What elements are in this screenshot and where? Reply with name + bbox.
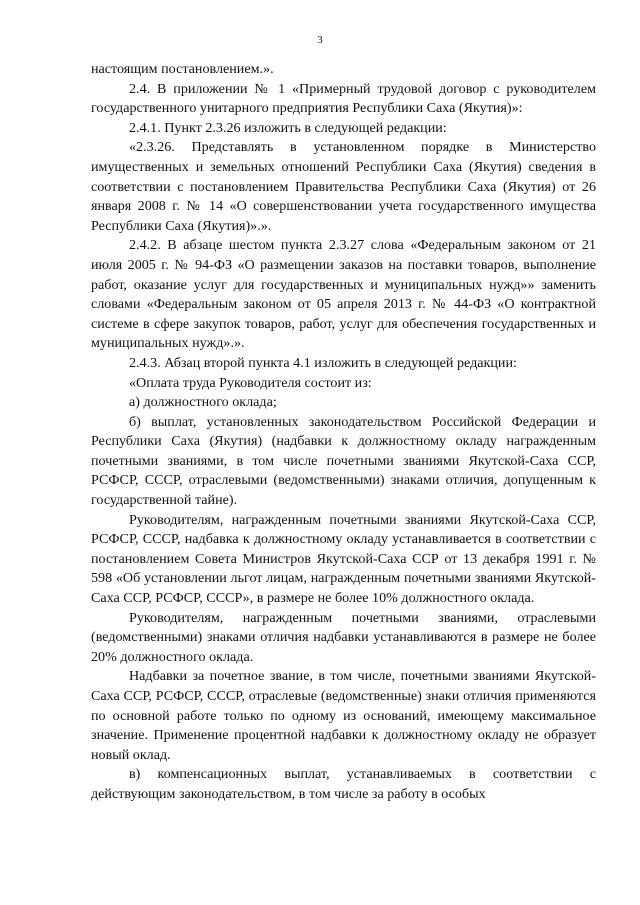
page-number: 3 xyxy=(317,34,323,46)
paragraph: 2.4.1. Пункт 2.3.26 изложить в следующей редакции: xyxy=(129,119,447,136)
paragraph: а) должностного оклада; xyxy=(129,394,277,411)
paragraph: в) компенсационных выплат, устанавливаемых в соответствии с действующим законодательством, в том числе за работу в особых xyxy=(91,766,596,802)
paragraph: Руководителям, награжденным почетными званиями Якутской-Саха ССР, РСФСР, СССР, надбавка к должностному окладу устанавливается в соответствии с постановлением Совета Министров Якутской-Саха ССР от 13 декабря 1991 г. № 598 «Об установлении льгот лицам, награжденным почетными званиями Якутской-Саха ССР, РСФСР, СССР», в размере не более 10% должностного оклада. xyxy=(91,511,596,607)
paragraph: Руководителям, награжденным почетными званиями, отраслевыми (ведомственными) знаками отличия надбавки устанавливаются в размере не более 20% должностного оклада. xyxy=(91,609,596,665)
paragraph: настоящим постановлением.». xyxy=(91,61,274,77)
paragraph: 2.4.3. Абзац второй пункта 4.1 изложить в следующей редакции: xyxy=(129,354,517,371)
paragraph: 2.4. В приложении № 1 «Примерный трудовой договор с руководителем государственного унитарного предприятия Республики Саха (Якутия)»: xyxy=(91,80,596,117)
paragraph: Надбавки за почетное звание, в том числе, почетными званиями Якутской-Саха ССР, РСФСР, СССР, отраслевые (ведомственные) знаки отличия применяются по основной работе только по одному из оснований, имеющему максимальное значение. Применение процентной надбавки к должностному окладу не образует новый оклад. xyxy=(91,668,596,763)
paragraph: «Оплата труда Руководителя состоит из: xyxy=(129,374,372,391)
paragraph: «2.3.26. Представлять в установленном порядке в Министерство имущественных и земельных отношений Республики Саха (Якутия) сведения в соответствии с постановлением Правительства Республики Саха (Якутия) от 26 января 2008 г. № 14 «О совершенствовании учета государственного имущества Республики Саха (Якутия)».». xyxy=(91,139,596,234)
paragraph: б) выплат, установленных законодательством Российской Федерации и Республики Саха (Якутия) (надбавки к должностному окладу награжденным почетными званиями, в том числе почетными званиями Якутской-Саха ССР, РСФСР, СССР, отраслевыми (ведомственными) знаками отличия, допущенным к государственной тайне). xyxy=(91,413,596,509)
paragraph: 2.4.2. В абзаце шестом пункта 2.3.27 слова «Федеральным законом от 21 июля 2005 г. № 94-ФЗ «О размещении заказов на поставки товаров, выполнение работ, оказание услуг для государственных и муниципальных нужд»» заменить словами «Федеральным законом от 05 апреля 2013 г. № 44-ФЗ «О контрактной системе в сфере закупок товаров, работ, услуг для обеспечения государственных и муниципальных нужд».». xyxy=(91,237,596,352)
document-body xyxy=(91,60,596,805)
